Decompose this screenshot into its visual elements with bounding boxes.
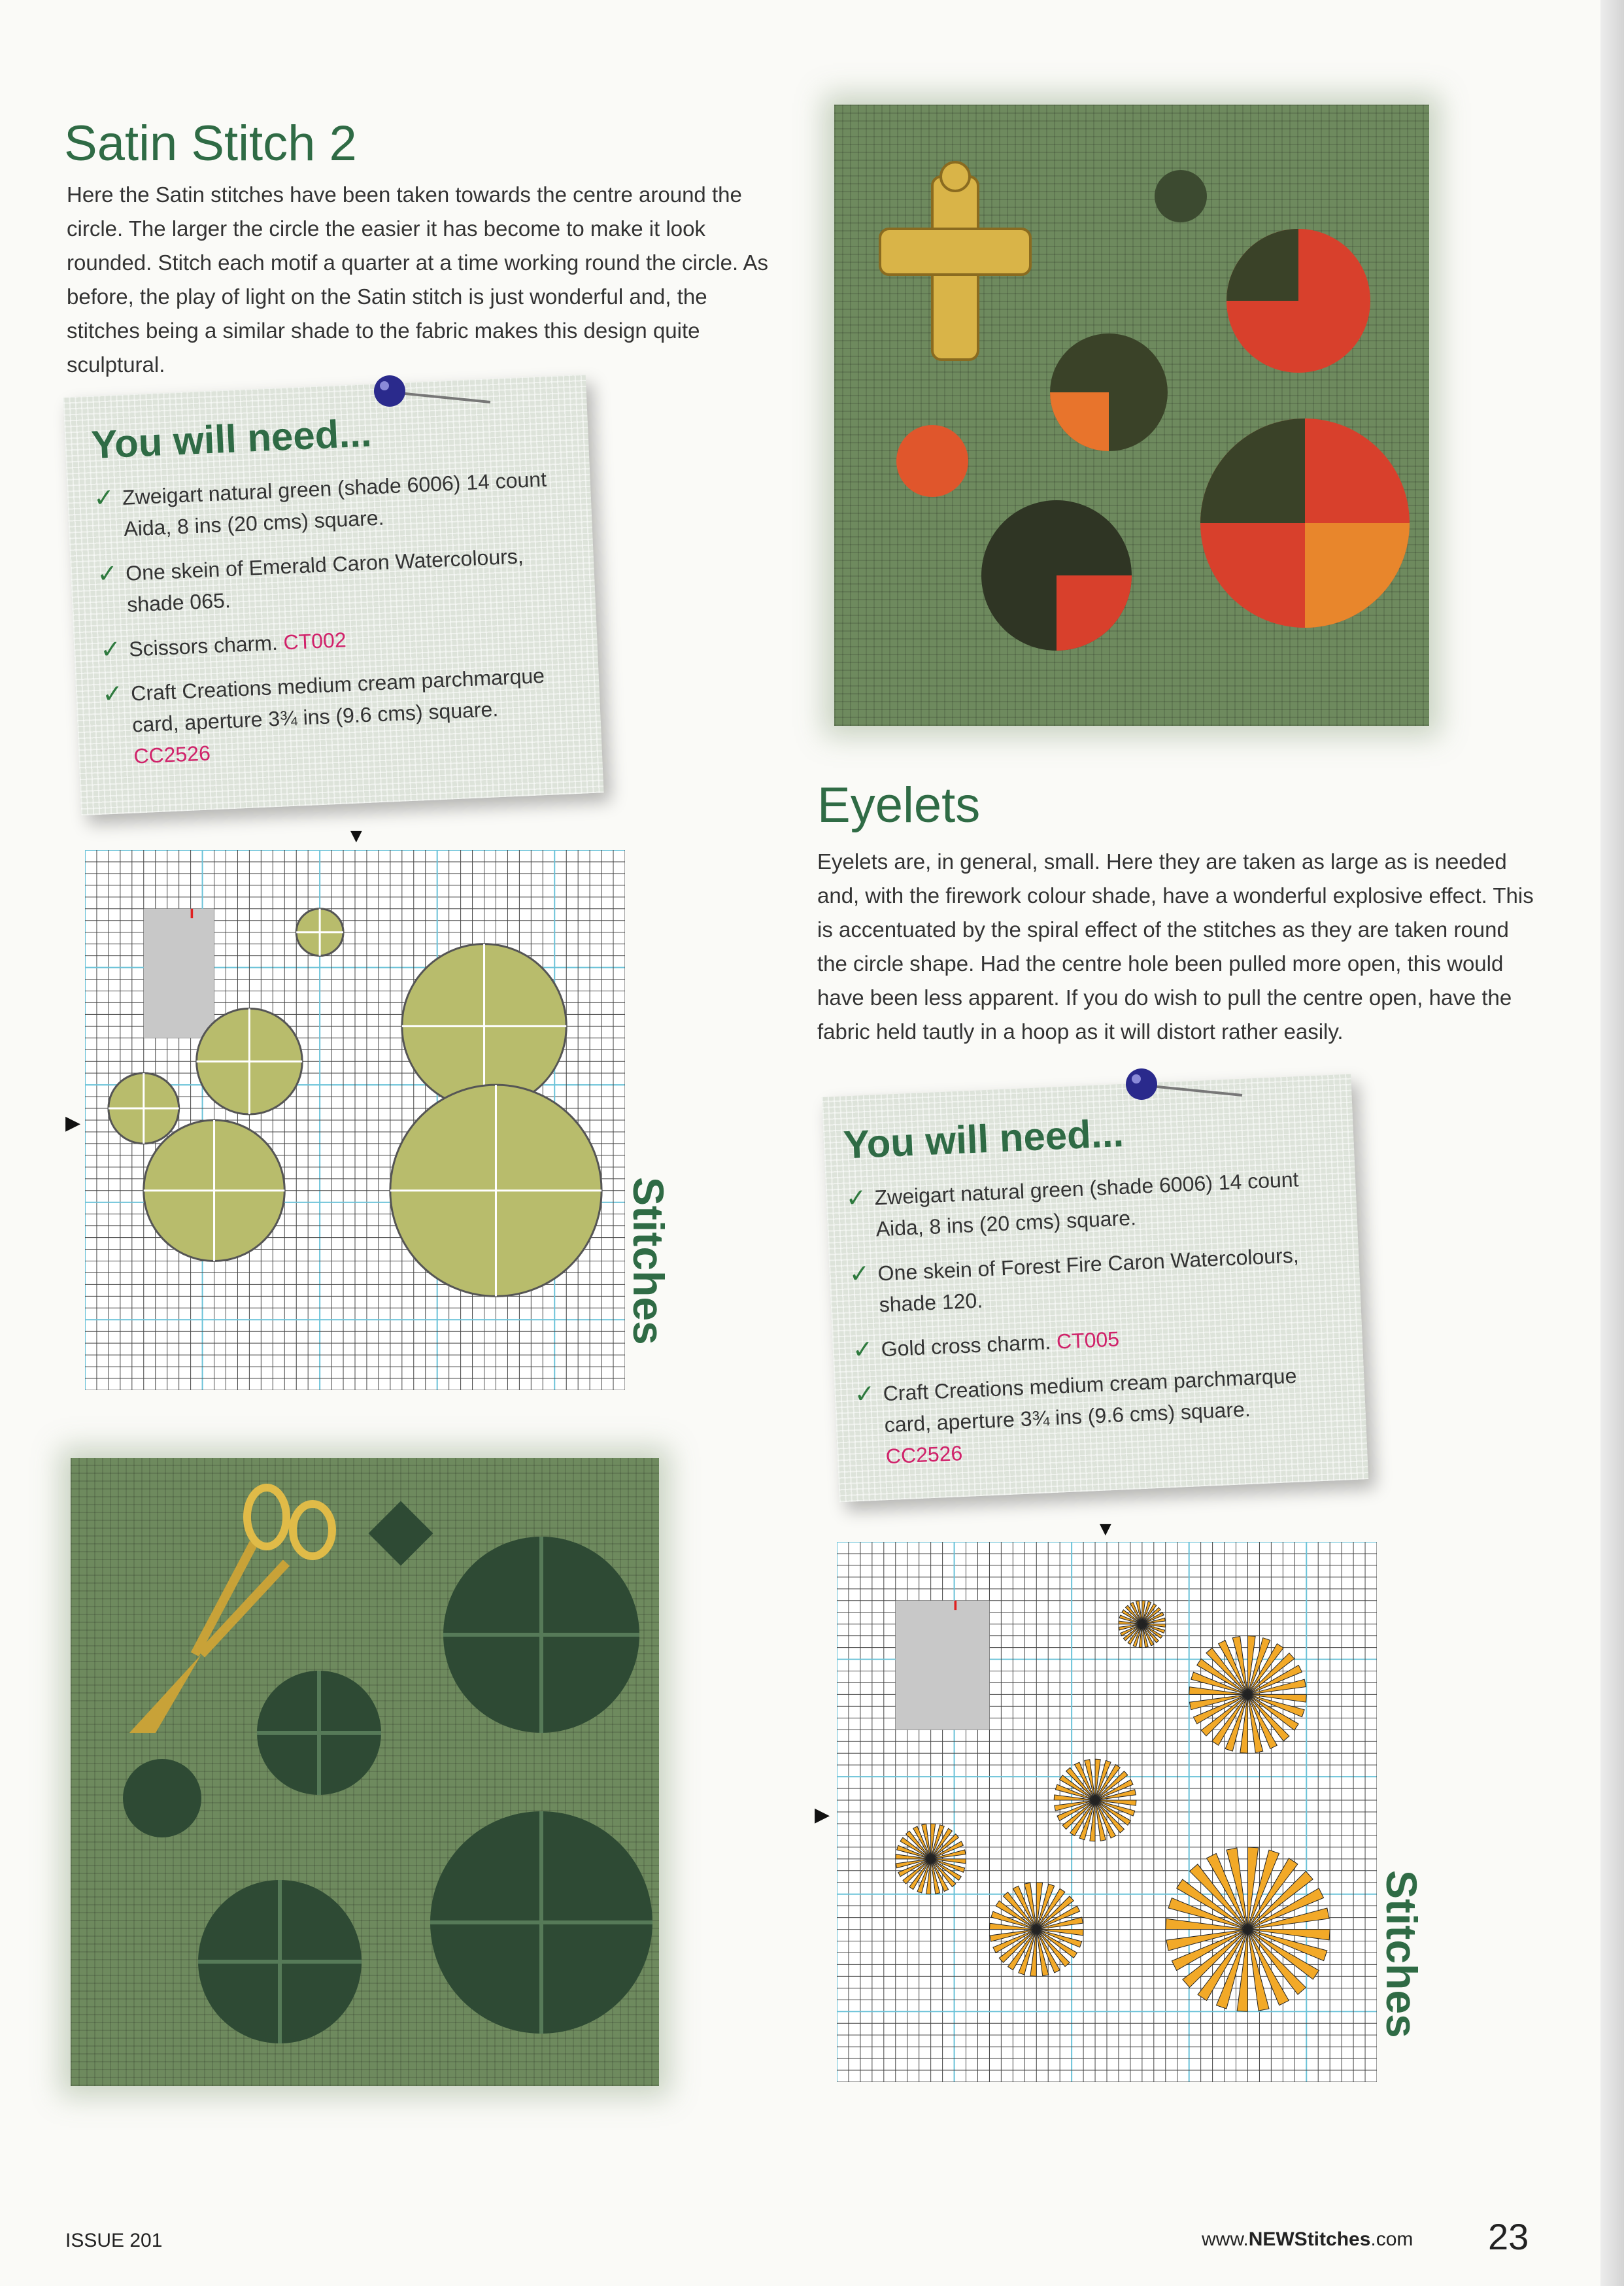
issue-number: ISSUE 201 <box>65 2230 163 2251</box>
satin-stitch-chart <box>85 850 625 1390</box>
product-code: CT002 <box>282 628 347 655</box>
chart-center-marker-top: ▼ <box>1096 1518 1115 1540</box>
eyelets-chart <box>837 1542 1377 2082</box>
eyelets-heading: Eyelets <box>817 777 981 833</box>
check-icon: ✓ <box>93 484 115 513</box>
eyelets-supply-item: ✓ Zweigart natural green (shade 6006) 14 count Aida, 8 ins (20 cms) square. <box>845 1167 1300 1241</box>
satin-supplies-list <box>93 462 576 773</box>
check-icon: ✓ <box>853 1380 876 1409</box>
check-icon: ✓ <box>845 1184 868 1213</box>
satin-supplies-card <box>63 375 603 815</box>
satin-supply-item: ✓ One skein of Emerald Caron Watercolours, shade 065. <box>96 544 524 617</box>
satin-card-title: You will need... <box>90 411 373 467</box>
check-icon: ✓ <box>96 560 119 589</box>
website-url: www.NEWStitches.com <box>1202 2228 1413 2250</box>
satin-body: Here the Satin stitches have been taken towards the centre around the circle. The larger the circle the easier it has become to make it look rounded. Stitch each motif a quarter at a time working round the circle. As before, the play of light on the Satin stitch is just wonderful and, the stitches being a similar shade to the fabric makes this design quite sculptural. <box>67 182 769 377</box>
product-code: CC2526 <box>133 741 211 768</box>
stitches-logo: Stitches <box>1378 1870 1426 2038</box>
satin-stitch-photo <box>71 1458 659 2086</box>
gold-cross-charm-icon <box>880 162 1030 360</box>
eyelets-supply-item: ✓ Craft Creations medium cream parchmarque card, aperture 3¾ ins (9.6 cms) square. CC2526 <box>853 1363 1298 1469</box>
chart-center-marker-top: ▼ <box>347 825 366 847</box>
check-icon: ✓ <box>101 680 124 709</box>
pushpin-icon <box>366 373 497 412</box>
page-spine <box>1600 0 1624 2286</box>
chart-center-marker-left: ▶ <box>815 1804 830 1826</box>
eyelets-supply-item: ✓ Gold cross charm. CT005 <box>852 1314 1336 1366</box>
pushpin-icon <box>1118 1066 1249 1105</box>
check-icon: ✓ <box>848 1260 871 1289</box>
check-icon: ✓ <box>99 636 122 664</box>
eyelets-body: Eyelets are, in general, small. Here they are taken as large as is needed and, with the firework colour shade, have a wonderful explosive effect. This is accentuated by the spiral effect of the stitches as they are taken round the circle shape. Had the centre hole been pulled more open, this would have been less apparent. If you do wish to pull the centre open, have the fabric held tautly in a hoop as it will distort rather easily. <box>817 849 1534 1044</box>
page-number: 23 <box>1488 2216 1529 2257</box>
eyelets-supplies-list <box>845 1162 1342 1473</box>
satin-supply-item: ✓ Scissors charm. CT002 <box>99 614 571 666</box>
check-icon: ✓ <box>851 1335 874 1365</box>
product-code: CT005 <box>1056 1327 1120 1354</box>
chart-center-marker-left: ▶ <box>65 1112 81 1134</box>
satin-supply-item: ✓ Craft Creations medium cream parchmarque card, aperture 3¾ ins (9.6 cms) square. CC2526 <box>101 664 545 768</box>
eyelets-card-title: You will need... <box>842 1110 1125 1167</box>
eyelets-supply-item: ✓ One skein of Forest Fire Caron Watercolours, shade 120. <box>848 1243 1300 1317</box>
product-code: CC2526 <box>885 1441 963 1469</box>
satin-supply-item: ✓ Zweigart natural green (shade 6006) 14 count Aida, 8 ins (20 cms) square. <box>93 467 547 541</box>
stitches-logo: Stitches <box>624 1177 673 1345</box>
satin-heading: Satin Stitch 2 <box>64 116 357 171</box>
eyelets-photo <box>834 105 1429 726</box>
eyelets-supplies-card <box>822 1074 1368 1503</box>
